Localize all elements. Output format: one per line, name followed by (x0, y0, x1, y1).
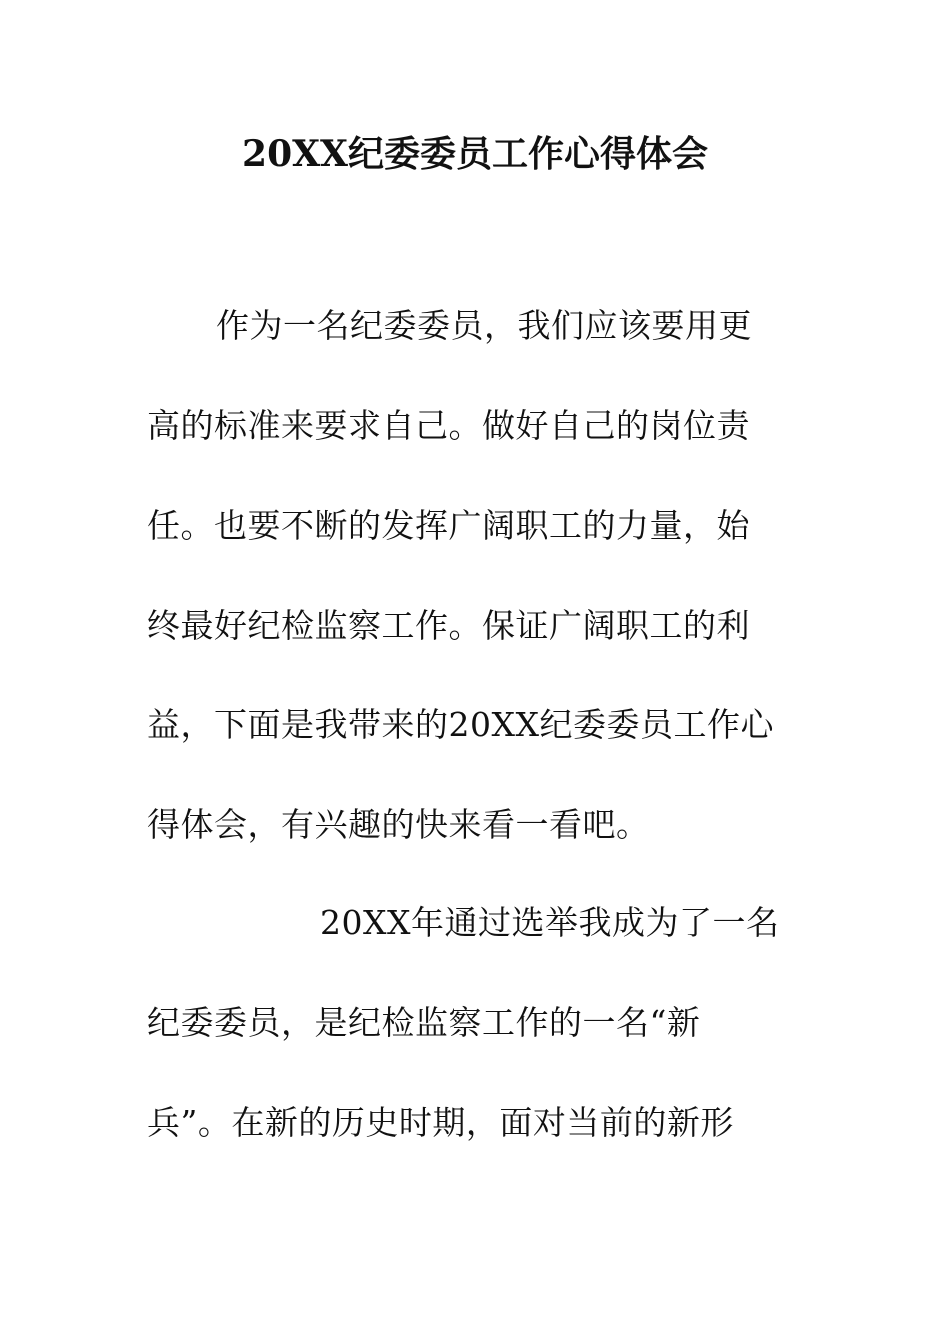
paragraph-line: 终最好纪检监察工作。保证广阔职工的利 (147, 606, 750, 645)
paragraph-line: 兵”。在新的历史时期，面对当前的新形 (147, 1103, 734, 1142)
paragraph-line: 作为一名纪委委员，我们应该要用更 (216, 306, 752, 345)
paragraph-line: 高的标准来要求自己。做好自己的岗位责 (147, 406, 750, 445)
document-title: 20XX纪委委员工作心得体会 (242, 133, 708, 175)
paragraph-line: 任。也要不断的发挥广阔职工的力量，始 (147, 506, 750, 545)
paragraph-line: 20XX年通过选举我成为了一名 (320, 903, 780, 942)
paragraph-line: 得体会，有兴趣的快来看一看吧。 (147, 805, 650, 844)
paragraph-line: 益，下面是我带来的20XX纪委委员工作心 (147, 705, 774, 744)
paragraph-line: 纪委委员，是纪检监察工作的一名“新 (147, 1003, 701, 1042)
